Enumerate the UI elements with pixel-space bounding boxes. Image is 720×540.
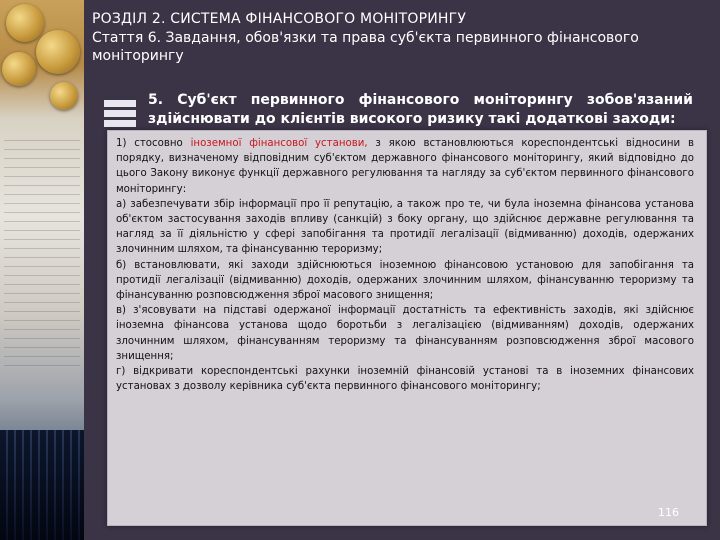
coin-image xyxy=(50,82,78,110)
list-marker-icon xyxy=(104,100,136,128)
page-number: 116 xyxy=(658,506,679,519)
paragraph-g: г) відкривати кореспондентські рахунки іноземній фінансовій установі та в іноземних фінансових установах з дозволу керівника суб'єкта первинного фінансового моніторингу; xyxy=(116,366,694,393)
coin-image xyxy=(36,30,80,74)
coin-image xyxy=(6,4,44,42)
p1-prefix: 1) стосовно xyxy=(116,138,183,149)
paragraph-a: а) забезпечувати збір інформації про її репутацію, а також про те, чи була іноземна фінансова установа об'єктом застосування заходів впливу (санкцій) з боку органу, що здійснює державне регулювання та нагляд за її діяльністю у сфері запобігання та протидії легалізації (відмиванню) доходів, одержаних злочинним шляхом, та фінансуванню тероризму; xyxy=(116,198,694,256)
article-title: Стаття 6. Завдання, обов'язки та права суб'єкта первинного фінансового моніторингу xyxy=(92,30,639,64)
p1-highlight: іноземної фінансової установи, xyxy=(190,138,368,149)
body-text xyxy=(116,136,694,394)
paragraph-b: б) встановлювати, які заходи здійснюються іноземною фінансовою установою для запобігання та протидії легалізації (відмиванню) доходів, одержаних злочинним шляхом, фінансуванню тероризму та фінансуванню розповсюдження зброї масового знищення; xyxy=(116,259,694,302)
coin-image xyxy=(2,52,36,86)
paragraph-v: в) з'ясовувати на підставі одержаної інформації достатність та ефективність заходів, які здійснює іноземна фінансова установа щодо боротьби з легалізацією (відмиванням) доходів, одержаних злочинним шляхом, фінансуванням тероризму та фінансуванням розповсюдження зброї масового знищення; xyxy=(116,305,694,362)
paragraph-1 xyxy=(116,136,694,197)
lead-paragraph xyxy=(148,91,693,129)
lead-number: 5. xyxy=(148,92,164,108)
financial-paper-image xyxy=(4,140,80,370)
p1-rest: з якою встановлюються кореспондентські відносини в порядку, визначеному відповідним суб'єктом державного фінансового моніторингу, який відповідно до цього Закону виконує функції державного регулювання та нагляду за суб'єктом первинного фінансового моніторингу: xyxy=(116,138,694,195)
slide-header xyxy=(92,10,702,65)
decorative-photo-strip xyxy=(0,0,84,540)
building-image xyxy=(0,430,84,540)
lead-text: Суб'єкт первинного фінансового моніторингу зобов'язаний здійснювати до клієнтів високого ризику такі додаткові заходи: xyxy=(148,92,693,127)
section-title: РОЗДІЛ 2. СИСТЕМА ФІНАНСОВОГО МОНІТОРИНГУ xyxy=(92,11,467,27)
